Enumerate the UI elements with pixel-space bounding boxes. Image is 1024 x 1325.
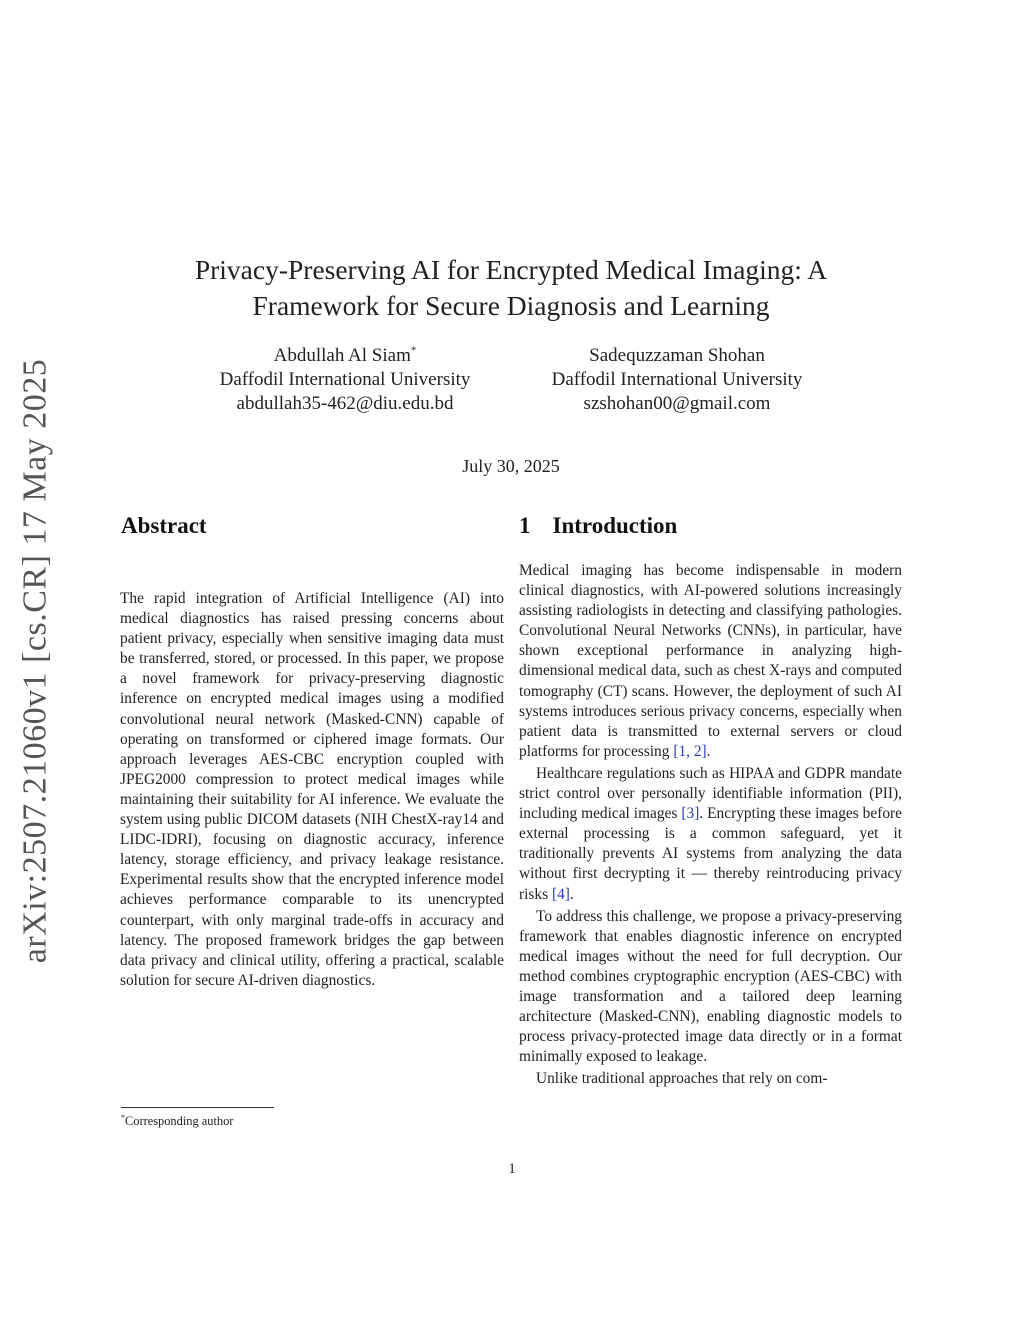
abstract-heading: Abstract	[121, 513, 207, 538]
abstract-body	[120, 589, 504, 991]
footnote	[121, 1113, 501, 1129]
page-number: 1	[508, 1161, 516, 1177]
paper-title	[120, 252, 902, 324]
title-line: Privacy-Preserving AI for Encrypted Medical Imaging: A	[194, 254, 828, 285]
author-name: Sadequzzaman Shohan	[589, 345, 765, 366]
author-affiliation: Daffodil International University	[551, 369, 803, 390]
footnote-mark: *	[121, 1113, 125, 1122]
section-number: 1	[519, 513, 531, 538]
author-email: szshohan00@gmail.com	[583, 393, 771, 414]
author-mark: *	[410, 344, 417, 357]
intro-paragraph: To address this challenge, we propose a privacy-preserving framework that enables diagnostic inference on encrypted medical images without the need for full decryption. Our method combines cryptographic encryption (AES-CBC) with image transformation and a tailored deep learning architecture (Masked-CNN), enabling diagnostic models to process privacy-protected image data directly or in a format minimally exposed to leakage.	[519, 907, 902, 1066]
intro-paragraph: Healthcare regulations such as HIPAA and GDPR mandate strict control over personally identifiable information (PII), including medical images [3]. Encrypting these images before external processing is a common safeguard, yet it traditionally prevents AI systems from analyzing the data without first decrypting it — thereby reintroducing privacy risks [4].	[519, 764, 902, 903]
abstract-text: The rapid integration of Artificial Intelligence (AI) into medical diagnostics has raised pressing concerns about patient privacy, especially when sensitive imaging data must be transferred, stored, or processed. In this paper, we propose a novel framework for privacy-preserving diagnostic inference on encrypted medical images using a modified convolutional neural network (Masked-CNN) capable of operating on transformed or ciphered image formats. Our approach leverages AES-CBC encryption coupled with JPEG2000 compression to protect medical images while maintaining their suitability for AI inference. We evaluate the system using public DICOM datasets (NIH ChestX-ray14 and LIDC-IDRI), focusing on diagnostic accuracy, inference latency, storage efficiency, and privacy leakage resistance. Experimental results show that the encrypted inference model achieves performance comparable to its unencrypted counterpart, with only marginal trade-offs in accuracy and latency. The proposed framework bridges the gap between data privacy and clinical utility, offering a practical, scalable solution for secure AI-driven diagnostics.	[120, 590, 504, 989]
arxiv-identifier: arXiv:2507.21060v1 [cs.CR] 17 May 2025	[16, 358, 54, 964]
citation-link[interactable]: [1, 2]	[673, 742, 707, 760]
title-line: Framework for Secure Diagnosis and Learning	[252, 290, 770, 321]
author-block	[165, 344, 525, 416]
introduction-body	[519, 561, 902, 1089]
footnote-text: Corresponding author	[125, 1114, 234, 1129]
author-name: Abdullah Al Siam	[273, 345, 411, 366]
introduction-heading	[519, 513, 677, 539]
author-block	[497, 344, 857, 416]
author-affiliation: Daffodil International University	[219, 369, 471, 390]
intro-paragraph: Medical imaging has become indispensable in modern clinical diagnostics, with AI-powered solutions increasingly assisting radiologists in detecting and classifying pathologies. Convolutional Neural Networks (CNNs), in particular, have shown exceptional performance in analyzing high-dimensional medical data, such as chest X-rays and computed tomography (CT) scans. However, the deployment of such AI systems introduces serious privacy concerns, especially when patient data is transmitted to external servers or cloud platforms for processing [1, 2].	[519, 562, 902, 760]
citation-link[interactable]: [4]	[551, 885, 570, 903]
footnote-rule	[121, 1107, 274, 1108]
paper-date: July 30, 2025	[462, 456, 560, 476]
intro-paragraph: Unlike traditional approaches that rely on com-	[536, 1070, 828, 1088]
section-title: Introduction	[552, 513, 678, 538]
arxiv-sidebar	[12, 358, 58, 964]
citation-link[interactable]: [3]	[681, 805, 700, 823]
author-email: abdullah35-462@diu.edu.bd	[236, 393, 454, 414]
